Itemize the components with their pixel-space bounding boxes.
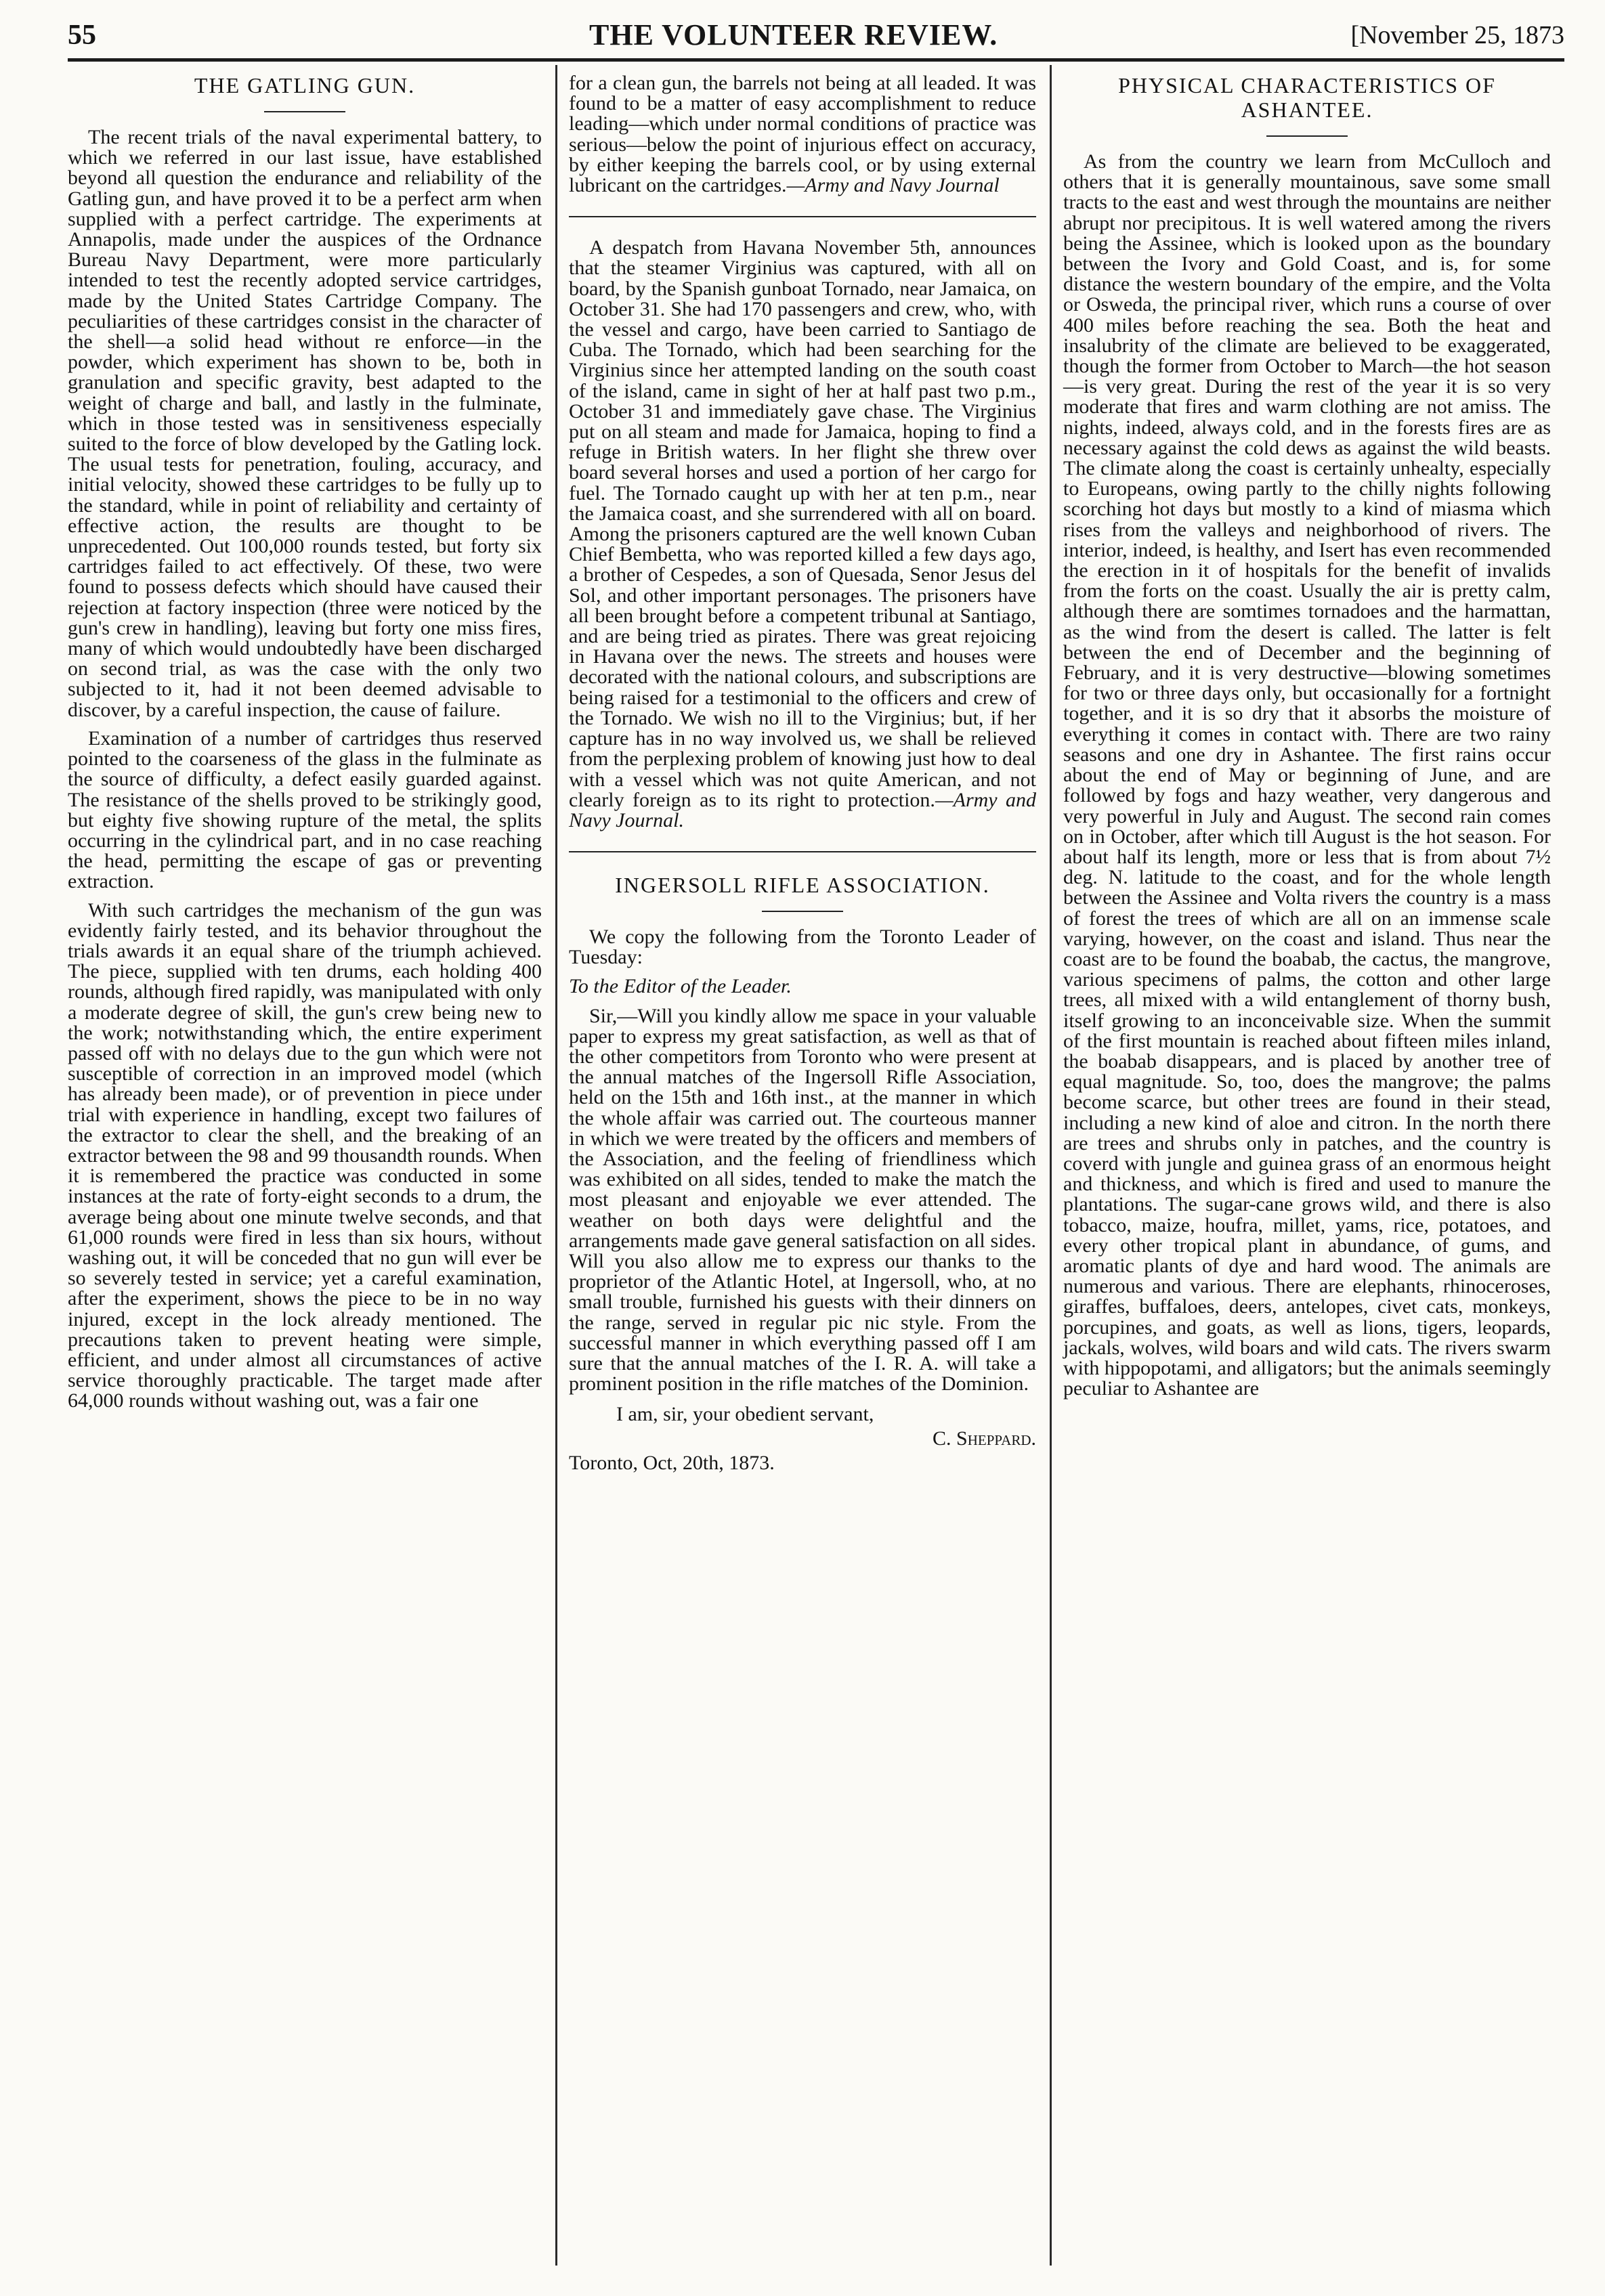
article-separator (569, 216, 1036, 217)
column-divider-1 (555, 65, 557, 2266)
article-paragraph (569, 238, 1036, 831)
heading-rule (264, 111, 345, 112)
masthead: THE VOLUNTEER REVIEW. (589, 18, 998, 51)
page-number: 55 (68, 20, 96, 51)
article-heading-ingersoll: INGERSOLL RIFLE ASSOCIATION. (615, 873, 990, 898)
article-heading-gatling-gun: THE GATLING GUN. (194, 73, 416, 98)
article-paragraph: As from the country we learn from McCulloch and others that it is generally mountainous, save some small tracts to the east and west through the mountains are neither abrupt nor precipitous. It is well watered among the rivers being the Assinee, which is looked upon as the boundary between the Ivory and Gold Coast, and is, for some distance the western boundary of the empire, and the Volta or Osweda, the principal river, which runs a course of over 400 miles before reaching the sea. Both the heat and insalubrity of the climate are believed to be exaggerated, though the former from October to March—the hot season—is very great. During the rest of the year it is so very moderate that fires and warm clothing are not amiss. The nights, indeed, always cold, and in the forests fires are as necessary against the cold dews as against the wild beasts. The climate along the coast is certainly unhealty, especially to Europeans, owing partly to the chilly nights following scorching hot days but mostly to a kind of miasma which rises from the valleys and neighborhood of rivers. The interior, indeed, is healthy, and Isert has even recommended the erection in it of hospitals for the benefit of invalids from the forts on the coast. Usually the air is pretty calm, although there are somtimes tornadoes and the harmattan, as the wind from the desert is called. The latter is felt between the end of December and the beginning of February, and it is very destructive—blowing sometimes for two or three days only, but occasionally for a fortnight together, and it is so dry that it absorbs the moisture of everything it comes in contact with. There are two rainy seasons and one dry in Ashantee. The first rains occur about the end of May or beginning of June, and are followed by fogs and hazy weather, very dangerous and very powerful in July and August. The second rain comes on in October, after which till August is the hot season. For about half its length, more or less that is from about 7½ deg. N. latitude to the coast, and for the whole length between the Assinee and Volta rivers the country is a mass of forest the trees of which are all on an immense scale varying, however, on the coast and island. Thus near the coast are to be found the boabab, the cactus, the mangrove, various specimens of palms, the cotton and other large trees, all mixed with a wild entanglement of thorny bush, itself growing to an inconceivable size. When the summit of the first mountain is reached about fifteen miles inland, the boabab disappears, and is placed by another tree of equal magnitude. So, too, does the mangrove; the palms become scarce, but other trees are found in their stead, including a new kind of aloe and citron. In the north there are trees and shrubs only in patches, and the country is coverd with jungle and guinea grass of an enormous height and thickness, and which is fired and used to manure the plantations. The sugar-cane grows wild, and there is also tobacco, maize, houfra, millet, yams, rice, potatoes, and every other tropical plant in abundance, of gums, and aromatic plants of dye and hard wood. The animals are numerous and various. There are elephants, rhinoceroses, giraffes, buffaloes, deers, antelopes, civet cats, monkeys, porcupines, and goats, as well as lions, tigers, leopards, jackals, wolves, wild boars and wild cats. The rivers swarm with hippopotami, and alligators; but the animals seemingly peculiar to Ashantee are (1063, 150, 1551, 1400)
column-2 (569, 73, 1036, 1475)
letter-closing: I am, sir, your obedient servant, (616, 1403, 874, 1426)
column-1 (68, 73, 542, 1420)
article-paragraph: The recent trials of the naval experimental battery, to which we referred in our last issue, have established beyond all question the endurance and reliability of the Gatling gun, and have proved it to be a perfect arm when supplied with a perfect cartridge. The experiments at Annapolis, made under the auspices of the Ordnance Bureau Navy Department, were more particularly intended to test the recently adopted service cartridges, made by the United States Cartridge Company. The peculiarities of these cartridges consist in the character of the shell—a solid head without re enforce—in the powder, which experiment has shown to be, both in granulation and specific gravity, best adapted to the weight of charge and ball, and lastly in the fulminate, which in those tested was in sensitiveness especially suited to the force of blow developed by the Gatling lock. The usual tests for penetration, fouling, accuracy, and initial velocity, showed these cartridges to be fully up to the standard, while in point of reliability and certainty of effective action, the results are thought to be unprecedented. Out 100,000 rounds tested, but forty six cartridges failed to act effectively. Of these, two were found to possess defects which should have caused their rejection at factory inspection (three were noticed by the gun's crew in handling), leaving but forty one miss fires, many of which would undoubtedly have been discharged on second trial, as was the case with the only two subjected to it, had it not been deemed advisable to discover, by a careful inspection, the cause of failure. (68, 126, 542, 721)
source-credit: —Army and Navy Journal (786, 174, 1000, 197)
source-credit: —Army and Navy Journal. (569, 788, 1037, 831)
header-rule (68, 58, 1564, 62)
article-paragraph: Examination of a number of cartridges thus reserved pointed to the coarseness of the glass in the fulminate as the source of difficulty, a defect easily guarded against. The resistance of the shells proved to be strikingly good, but eighty five showing rupture of the metal, the splits occurring in the cylindrical part, and in no case reaching the head, permitting the escape of gas or preventing extraction. (68, 727, 542, 893)
letter-signature: C. Sheppard. (933, 1427, 1036, 1450)
letter-intro: We copy the following from the Toronto Leader of Tuesday: (569, 926, 1036, 969)
paragraph-text: A despatch from Havana November 5th, announces that the steamer Virginius was captured, with all on board, by the Spanish gunboat Tornado, near Jamaica, on October 31. She had 170 passengers and crew, who, with the vessel and cargo, have been carried to Santiago de Cuba. The Tornado, which had been searching for the Virginius since her attempted landing on the south coast of the island, came in sight of her at half past two p.m., October 31 and immediately gave chase. The Virginius put on all steam and made for Jamaica, hoping to find a refuge in British waters. In her flight she threw over board several horses and used a portion of her cargo for fuel. The Tornado caught up with her at ten p.m., near the Jamaica coast, and she surrendered with all on board. Among the prisoners captured are the well known Cuban Chief Bembetta, who was reported killed a few days ago, a brother of Cespedes, a son of Quesada, Senor Jesus del Sol, and other important personages. The prisoners have all been brought before a competent tribunal at Santiago, and are being tried as pirates. There was great rejoicing in Havana over the news. The streets and houses were decorated with the national colours, and subscriptions are being raised for a testimonial to the officers and crew of the Tornado. We wish no ill to the Virginius; but, if her capture has in no way involved us, we shall be relieved from the perplexing problem of knowing just how to deal with a vessel which was not quite American, and not clearly foreign as to its right to protection. (569, 236, 1036, 811)
issue-date: [November 25, 1873 (1350, 21, 1564, 49)
article-paragraph: With such cartridges the mechanism of the gun was evidently fairly tested, and its behavior throughout the trials awards it an equal share of the triumph achieved. The piece, supplied with ten drums, each holding 400 rounds, although fired rapidly, was manipulated with only a moderate degree of skill, the gun's crew being new to the work; notwithstanding which, the entire experiment passed off with no delays due to the gun which were not susceptible of correction in an improved model (which has already been made), or of prevention in piece under trial with experience in handling, except two failures of the extractor to clear the shell, and the breaking of an extractor between the 98 and 99 thousandth rounds. When it is remembered the practice was conducted in some instances at the rate of forty-eight seconds to a drum, the average being about one minute twelve seconds, and that 61,000 rounds were fired in less than six hours, without washing out, it will be conceded that no gun will ever be so severely tested in service; yet a careful examination, after the experiment, shows the piece to be in no way injured, except in the lock already mentioned. The precautions taken to prevent heating were simple, efficient, and under almost all circumstances of active service thoroughly practicable. The target made after 64,000 rounds without washing out, was a fair one (68, 898, 542, 1412)
article-heading-ashantee: PHYSICAL CHARACTERISTICS OF ASHANTEE. (1118, 73, 1496, 122)
letter-dateline: Toronto, Oct, 20th, 1873. (569, 1452, 775, 1475)
article-separator (569, 851, 1036, 852)
article-paragraph (569, 73, 1036, 196)
paragraph-text: for a clean gun, the barrels not being at all leaded. It was found to be a matter of easy accomplishment to reduce leading—which under normal conditions of practice was serious—below the point of injurious effect on accuracy, by either keeping the barrels cool, or by using external lubricant on the cartridges. (569, 72, 1036, 197)
column-divider-2 (1050, 65, 1052, 2266)
page-header (68, 12, 1564, 54)
letter-body: Sir,—Will you kindly allow me space in your valuable paper to express my great satisfaction, as well as that of the other competitors from Toronto who were present at the annual matches of the Ingersoll Rifle Association, held on the 15th and 16th inst., at the manner in which the whole affair was carried out. The courteous manner in which we were treated by the officers and members of the Association, and the feeling of friendliness which was exhibited on all sides, tended to make the match the most pleasant and enjoyable we ever attended. The weather on both days were delightful and the arrangements made gave general satisfaction on all sides. Will you also allow me to express our thanks to the proprietor of the Atlantic Hotel, at Ingersoll, who, at no small trouble, furnished his guests with their dinners on the range, served in regular pic nic style. From the successful manner in which everything passed off I am sure that the annual matches of the I. R. A. will take a prominent position in the rifle matches of the Dominion. (569, 1004, 1036, 1395)
heading-rule (1266, 135, 1348, 137)
letter-salutation: To the Editor of the Leader. (569, 974, 792, 997)
heading-rule (762, 911, 843, 912)
column-3 (1063, 73, 1551, 1407)
